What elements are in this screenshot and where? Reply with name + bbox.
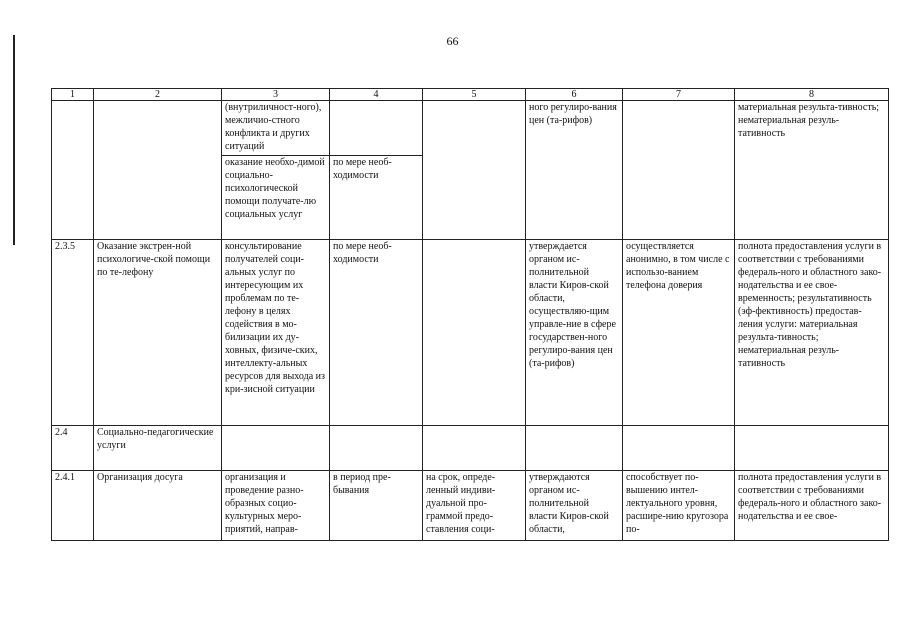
cell-tariff: утверждаются органом ис-полнительной власти Киров-ской области, xyxy=(526,471,623,541)
cell-number: 2.4.1 xyxy=(52,471,94,541)
cell-tariff: утверждается органом ис-полнительной власти Киров-ской области, осуществляю-щим управле-ние в сфере государствен-ного регулиро-вания цен (та-рифов) xyxy=(526,240,623,426)
cell-conditions xyxy=(623,101,735,240)
header-cell: 4 xyxy=(330,89,423,101)
cell-number: 2.3.5 xyxy=(52,240,94,426)
cell-duration: на срок, опреде-ленный индиви-дуальной про-граммой предо-ставления соци- xyxy=(423,471,526,541)
cell-timing: по мере необ-ходимости xyxy=(330,156,423,240)
cell-indicators: материальная результа-тивность; нематериальная резуль-тативность xyxy=(735,101,889,240)
table-row xyxy=(52,240,889,426)
cell-indicators xyxy=(735,426,889,471)
cell-service-name: Социально-педагогические услуги xyxy=(94,426,222,471)
cell-tariff xyxy=(526,426,623,471)
cell-duration xyxy=(423,101,526,240)
cell-number: 2.4 xyxy=(52,426,94,471)
page-number: 66 xyxy=(446,34,459,48)
cell-conditions xyxy=(623,426,735,471)
cell-indicators: полнота предоставления услуги в соответствии с требованиями федераль-ного и областного зако-нодательства и ее свое-временность; результативность (эф-фективность) предостав-ления услуги: материальная результа-тивность; нематериальная резуль-тативность xyxy=(735,240,889,426)
header-cell: 1 xyxy=(52,89,94,101)
header-cell: 8 xyxy=(735,89,889,101)
cell-timing: в период пре-бывания xyxy=(330,471,423,541)
cell-duration xyxy=(423,240,526,426)
cell-number xyxy=(52,101,94,240)
cell-content: оказание необхо-димой социально-психологической помощи получате-лю социальных услуг xyxy=(222,156,330,240)
cell-content: (внутриличност-ного), межличио-стного конфликта и других ситуаций xyxy=(222,101,330,156)
table-header-row xyxy=(52,89,889,101)
cell-content: консультирование получателей соци-альных услуг по интересующим их проблемам по те-лефону в целях содействия в мо-билизации их ду-ховных, физиче-ских, интеллекту-альных ресурсов для выхода из кри-зисной ситуации xyxy=(222,240,330,426)
cell-service-name: Оказание экстрен-ной психологиче-ской помощи по те-лефону xyxy=(94,240,222,426)
cell-conditions: осуществляется анонимно, в том числе с использо-ванием телефона доверия xyxy=(623,240,735,426)
cell-conditions: способствует по-вышению интел-лектуального уровня, расшире-нию кругозора по- xyxy=(623,471,735,541)
cell-timing xyxy=(330,426,423,471)
cell-content xyxy=(222,426,330,471)
table-row xyxy=(52,471,889,541)
cell-service-name xyxy=(94,101,222,240)
header-cell: 5 xyxy=(423,89,526,101)
cell-content: организация и проведение разно-образных социо-культурных меро-приятий, направ- xyxy=(222,471,330,541)
cell-tariff: ного регулиро-вания цен (та-рифов) xyxy=(526,101,623,240)
cell-duration xyxy=(423,426,526,471)
cell-indicators: полнота предоставления услуги в соответствии с требованиями федераль-ного и областного зако-нодательства и ее свое- xyxy=(735,471,889,541)
header-cell: 7 xyxy=(623,89,735,101)
cell-timing xyxy=(330,101,423,156)
header-cell: 2 xyxy=(94,89,222,101)
cell-timing: по мере необ-ходимости xyxy=(330,240,423,426)
header-cell: 6 xyxy=(526,89,623,101)
margin-bar xyxy=(13,35,15,245)
table-row xyxy=(52,101,889,156)
cell-service-name: Организация досуга xyxy=(94,471,222,541)
services-table xyxy=(51,88,889,541)
table-row xyxy=(52,426,889,471)
header-cell: 3 xyxy=(222,89,330,101)
